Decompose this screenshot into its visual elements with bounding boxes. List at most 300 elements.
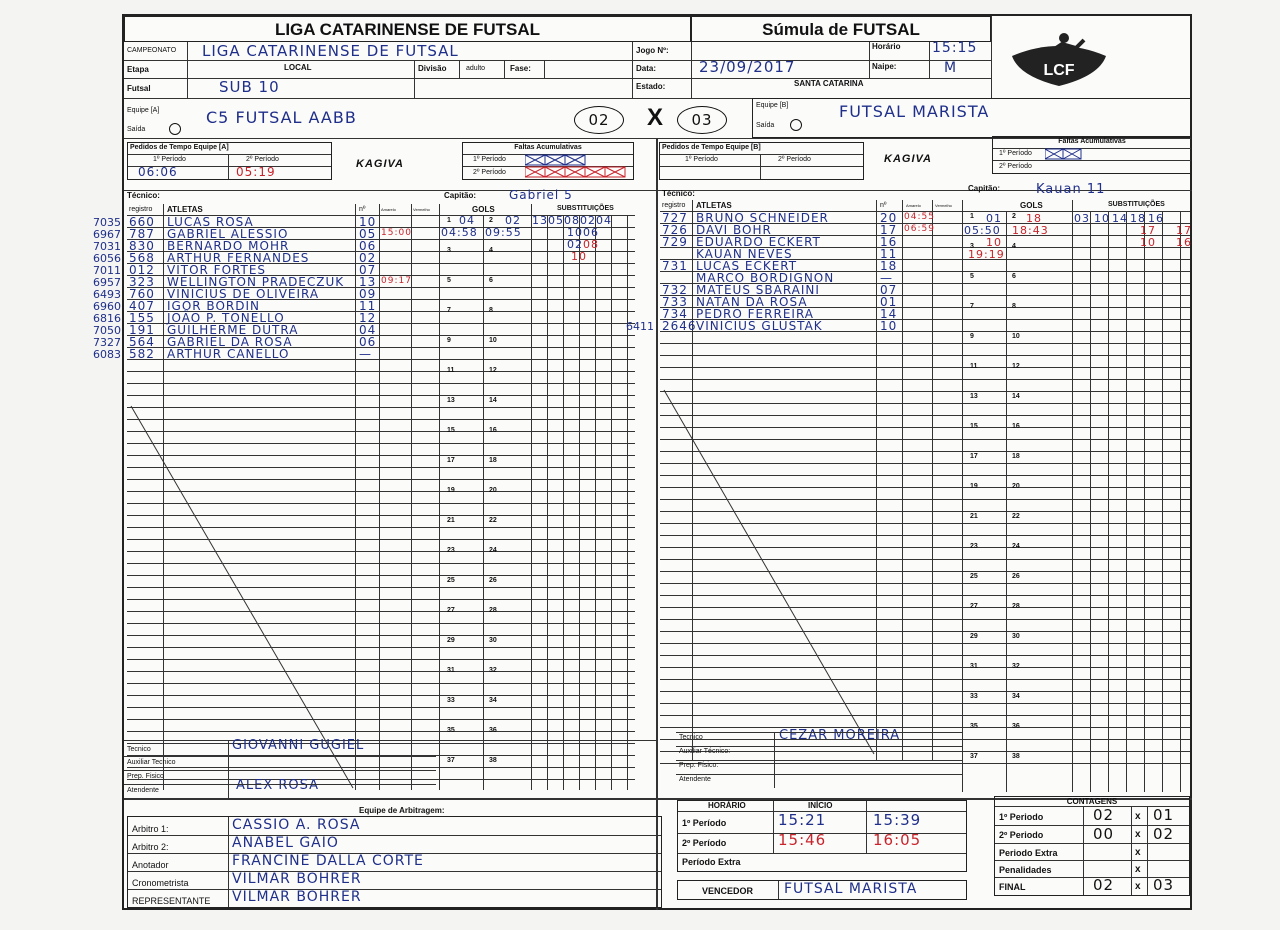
goal-slot-number: 28 <box>1012 603 1020 610</box>
goal-slot-number: 4 <box>489 247 493 254</box>
goal-slot-number: 21 <box>970 513 978 520</box>
contagens-pen-label: Penalidades <box>999 865 1052 875</box>
player-row <box>660 295 962 307</box>
player-row <box>660 235 962 247</box>
team-b-goal5-num: 10 <box>986 236 1002 249</box>
player-name: GABRIEL DA ROSA <box>167 335 293 349</box>
player-name: EDUARDO ECKERT <box>696 235 821 249</box>
player-row <box>93 215 439 229</box>
contagens-extra-x: x <box>1135 847 1141 858</box>
team-a-sub: 04 <box>596 214 612 227</box>
horario-box <box>677 800 967 872</box>
player-name: VINICIUS GLUSTAK <box>696 319 823 333</box>
anotador-label: Anotador <box>132 860 169 870</box>
player-reg-outer: 7327 <box>93 336 121 349</box>
vencedor-value: FUTSAL MARISTA <box>784 881 918 897</box>
goal-slot-number: 19 <box>970 483 978 490</box>
horario-p2-label: 2º Período <box>682 838 727 848</box>
team-a-faltas-box <box>462 142 634 180</box>
goal-slot-number: 25 <box>970 573 978 580</box>
arbitro2-label: Arbitro 2: <box>132 842 169 852</box>
player-number: 11 <box>359 299 377 313</box>
team-b-sub: 17 <box>1140 224 1156 237</box>
team-b-faltas-marks <box>1045 148 1125 160</box>
goal-slot-number: 31 <box>447 667 455 674</box>
player-name: MATEUS SBARAINI <box>696 283 820 297</box>
contagens-p2-b: 02 <box>1153 825 1175 843</box>
goal-slot-number: 15 <box>970 423 978 430</box>
goal-slot-number: 35 <box>447 727 455 734</box>
sumula-sheet <box>93 14 1192 910</box>
player-row <box>93 347 439 361</box>
team-b-score-oval <box>677 106 727 134</box>
goal-slot-number: 20 <box>489 487 497 494</box>
player-reg-outer: 7031 <box>93 240 121 253</box>
goal-slot-number: 27 <box>447 607 455 614</box>
goal-slot-number: 5 <box>447 277 451 284</box>
player-number: 02 <box>359 251 377 265</box>
team-a-sub: 08 <box>564 214 580 227</box>
divisao-label: Divisão <box>418 64 447 73</box>
player-number: 16 <box>880 235 898 249</box>
player-row <box>93 251 439 265</box>
team-b-goal1-num: 01 <box>986 212 1002 225</box>
team-b-saida-circle <box>790 119 802 131</box>
sumula-title-box <box>691 16 991 42</box>
team-a-name: C5 FUTSAL AABB <box>206 108 357 127</box>
team-a-staff-atendente-value: ALEX ROSA <box>236 778 320 793</box>
goal-slot-number: 12 <box>489 367 497 374</box>
team-b-tempo-box <box>659 142 864 180</box>
goal-slot-number: 13 <box>970 393 978 400</box>
player-reg-outer: 6960 <box>93 300 121 313</box>
goal-slot-number: 3 <box>970 243 974 250</box>
horario-p2-start: 15:46 <box>778 831 827 849</box>
player-row <box>660 247 962 259</box>
team-a-amarelo-label: Amarelo <box>381 207 396 212</box>
team-b-sub: 16 <box>1148 212 1164 225</box>
contagens-final-a: 02 <box>1093 876 1115 894</box>
player-number: 13 <box>359 275 377 289</box>
player-row <box>93 335 439 349</box>
team-b-periodo2-label: 2º Período <box>778 156 811 163</box>
player-name: LUCAS ECKERT <box>696 259 798 273</box>
team-b-saida-label: Saída <box>756 122 775 129</box>
player-number: 10 <box>359 215 377 229</box>
player-name: GABRIEL ALESSIO <box>167 227 289 241</box>
team-b-registro-label: registro <box>662 202 686 209</box>
team-a-sub: 08 <box>583 238 599 251</box>
fase-label: Fase: <box>510 64 531 73</box>
team-a-capitao-value: Gabriel 5 <box>509 188 573 202</box>
goal-slot-number: 9 <box>970 333 974 340</box>
team-a-staff-atendente-label: Atendente <box>127 787 159 794</box>
horario-p1-end: 15:39 <box>873 811 922 829</box>
player-name: VITOR FORTES <box>167 263 267 277</box>
player-row <box>93 275 439 289</box>
team-a-staff-tecnico-value: GIOVANNI GUGIEL <box>232 738 365 753</box>
team-b-staff-atendente-label: Atendente <box>679 776 711 783</box>
data-value: 23/09/2017 <box>699 58 796 76</box>
goal-slot-number: 37 <box>447 757 455 764</box>
goal-slot-number: 33 <box>970 693 978 700</box>
player-reg-outer: 7011 <box>93 264 121 277</box>
player-yellow-card: 06:59 <box>904 224 935 234</box>
player-row <box>660 259 962 271</box>
goal-slot-number: 8 <box>1012 303 1016 310</box>
player-reg: 564 <box>129 335 155 349</box>
team-a-goal2-time: 09:55 <box>485 226 522 239</box>
player-yellow-card: 09:17 <box>381 276 412 286</box>
crono-value: VILMAR BOHRER <box>232 871 362 887</box>
player-name: BERNARDO MOHR <box>167 239 290 253</box>
goal-slot-number: 3 <box>447 247 451 254</box>
goal-slot-number: 6 <box>1012 273 1016 280</box>
team-a-saida-circle <box>169 123 181 135</box>
team-b-sub: 18 <box>1130 212 1146 225</box>
futsal-value: SUB 10 <box>219 78 280 96</box>
team-a-tempo1: 06:06 <box>138 165 178 179</box>
team-b-faltas-p1: 1º Período <box>999 150 1032 157</box>
team-b-capitao-value: Kauan 11 <box>1036 182 1106 197</box>
player-name: PEDRO FERREIRA <box>696 307 814 321</box>
player-reg-outer: 6056 <box>93 252 121 265</box>
data-label: Data: <box>636 64 657 73</box>
contagens-extra-label: Periodo Extra <box>999 848 1058 858</box>
team-b-score: 03 <box>691 111 713 129</box>
team-b-staff-prep-label: Prep. Físico: <box>679 762 719 769</box>
goal-slot-number: 34 <box>1012 693 1020 700</box>
team-b-gols-label: GOLS <box>1020 201 1043 210</box>
arbitro2-value: ANABEL GAIO <box>232 835 339 851</box>
player-reg-outer: 6957 <box>93 276 121 289</box>
team-b-tecnico-label: Técnico: <box>662 189 695 198</box>
team-b-sub: 17 <box>1176 224 1192 237</box>
player-number: 17 <box>880 223 898 237</box>
team-a-goal2-num: 02 <box>505 214 521 227</box>
goal-slot-number: 7 <box>970 303 974 310</box>
team-b-no-label: nº <box>880 202 887 209</box>
goal-slot-number: 20 <box>1012 483 1020 490</box>
goal-slot-number: 9 <box>447 337 451 344</box>
goal-slot-number: 30 <box>489 637 497 644</box>
player-row <box>93 263 439 277</box>
player-reg-outer: 7035 <box>93 216 121 229</box>
goal-slot-number: 32 <box>1012 663 1020 670</box>
goal-slot-number: 17 <box>970 453 978 460</box>
player-reg: 727 <box>662 211 688 225</box>
player-name: MARCO BORDIGNON <box>696 271 835 285</box>
contagens-p1-b: 01 <box>1153 806 1175 824</box>
player-reg: 732 <box>662 283 688 297</box>
team-b-equipe-label: Equipe [B] <box>756 102 789 109</box>
player-name: BRUNO SCHNEIDER <box>696 211 829 225</box>
player-number: 07 <box>359 263 377 277</box>
contagens-pen-x: x <box>1135 864 1141 875</box>
player-row <box>93 299 439 313</box>
team-b-staff-tecnico-value: CEZAR MOREIRA <box>779 728 901 743</box>
contagens-p2-x: x <box>1135 829 1141 840</box>
team-a-tempo2: 05:19 <box>236 165 276 179</box>
team-b-staff-auxiliar-label: Auxiliar Técnico: <box>679 748 731 755</box>
player-reg: 660 <box>129 215 155 229</box>
goal-slot-number: 31 <box>970 663 978 670</box>
player-reg-outer: 6083 <box>93 348 121 361</box>
player-name: VINICIUS DE OLIVEIRA <box>167 287 320 301</box>
arbitragem-title: Equipe de Arbitragem: <box>359 806 445 815</box>
player-name: WELLINGTON PRADECZUK <box>167 275 345 289</box>
player-number: 18 <box>880 259 898 273</box>
vs-mark: X <box>647 104 664 131</box>
player-row <box>660 223 962 235</box>
jogo-label: Jogo Nº: <box>636 46 669 55</box>
team-b-staff-tecnico-label: Tecnico <box>679 734 703 741</box>
goal-slot-number: 17 <box>447 457 455 464</box>
player-name: NATAN DA ROSA <box>696 295 808 309</box>
goal-slot-number: 30 <box>1012 633 1020 640</box>
team-a-sub: 02 <box>580 214 596 227</box>
goal-slot-number: 11 <box>447 367 455 374</box>
crono-label: Cronometrista <box>132 878 189 888</box>
goal-slot-number: 36 <box>1012 723 1020 730</box>
player-number: — <box>880 271 893 285</box>
team-b-goal4-time: 18:43 <box>1012 224 1049 237</box>
goal-slot-number: 32 <box>489 667 497 674</box>
inicio-col-label: INÍCIO <box>808 801 833 810</box>
player-yellow-card: 15:00 <box>381 228 412 238</box>
contagens-p2-label: 2º Periodo <box>999 830 1044 840</box>
goal-slot-number: 29 <box>970 633 978 640</box>
player-reg: 155 <box>129 311 155 325</box>
contagens-final-b: 03 <box>1153 876 1175 894</box>
player-reg: 729 <box>662 235 688 249</box>
team-a-staff-tecnico-label: Tecnico <box>127 746 151 753</box>
team-b-sub: 03 <box>1074 212 1090 225</box>
goal-slot-number: 18 <box>1012 453 1020 460</box>
team-b-sub: 16 <box>1176 236 1192 249</box>
goal-slot-number: 10 <box>489 337 497 344</box>
goal-slot-number: 22 <box>1012 513 1020 520</box>
team-a-sub: 02 <box>567 238 583 251</box>
contagens-title: CONTAGENS <box>1066 797 1118 806</box>
league-title: LIGA CATARINENSE DE FUTSAL <box>274 20 541 39</box>
contagens-p1-label: 1º Periodo <box>999 812 1044 822</box>
player-row <box>660 271 962 283</box>
team-b-goal3-time: 05:50 <box>964 224 1001 237</box>
team-b-sub: 10 <box>1140 236 1156 249</box>
player-row <box>626 319 962 333</box>
player-name: GUILHERME DUTRA <box>167 323 299 337</box>
player-number: 06 <box>359 335 377 349</box>
goal-slot-number: 18 <box>489 457 497 464</box>
contagens-p1-a: 02 <box>1093 806 1115 824</box>
goal-slot-number: 34 <box>489 697 497 704</box>
team-a-faltas-p1: 1º Período <box>473 156 506 163</box>
player-row <box>660 307 962 319</box>
team-a-tempo-label: Pedidos de Tempo Equipe [A] <box>130 144 229 151</box>
goal-slot-number: 2 <box>1012 213 1016 220</box>
arbitragem-box <box>127 816 662 908</box>
player-row <box>93 311 439 325</box>
team-b-tempo-label: Pedidos de Tempo Equipe [B] <box>662 144 761 151</box>
team-a-score: 02 <box>588 111 610 129</box>
team-b-amarelo-label: Amarelo <box>906 203 921 208</box>
horario-p1-label: 1º Período <box>682 818 727 828</box>
goal-slot-number: 38 <box>489 757 497 764</box>
team-a-staff-prep-label: Prep. Fisico <box>127 773 164 780</box>
team-b-capitao-label: Capitão: <box>968 184 1000 193</box>
goal-slot-number: 23 <box>970 543 978 550</box>
goal-slot-number: 37 <box>970 753 978 760</box>
team-a-registro-label: registro <box>129 206 153 213</box>
goal-slot-number: 14 <box>489 397 497 404</box>
team-b-sub: 14 <box>1112 212 1128 225</box>
contagens-final-x: x <box>1135 881 1141 892</box>
player-reg: 726 <box>662 223 688 237</box>
player-number: 09 <box>359 287 377 301</box>
goal-slot-number: 2 <box>489 217 493 224</box>
player-reg: 323 <box>129 275 155 289</box>
team-a-subs-label: SUBSTITUIÇÕES <box>557 205 614 212</box>
goal-slot-number: 5 <box>970 273 974 280</box>
horario-p2-end: 16:05 <box>873 831 922 849</box>
goal-slot-number: 1 <box>447 217 451 224</box>
repr-label: REPRESENTANTE <box>132 896 211 906</box>
team-b-vermelho-label: Vermelho <box>935 203 952 208</box>
goal-slot-number: 24 <box>1012 543 1020 550</box>
team-a-score-oval <box>574 106 624 134</box>
player-reg: 2646 <box>662 319 697 333</box>
player-row <box>93 239 439 253</box>
estado-label: Estado: <box>636 82 666 91</box>
contagens-box <box>994 796 1190 896</box>
player-reg: 760 <box>129 287 155 301</box>
goal-slot-number: 16 <box>1012 423 1020 430</box>
goal-slot-number: 26 <box>1012 573 1020 580</box>
etapa-label: Etapa <box>127 65 149 74</box>
team-a-periodo2-label: 2º Período <box>246 156 279 163</box>
player-reg-outer: 7050 <box>93 324 121 337</box>
team-b-periodo1-label: 1º Período <box>685 156 718 163</box>
team-b-atletas-label: ATLETAS <box>696 201 732 210</box>
goal-slot-number: 12 <box>1012 363 1020 370</box>
team-b-goal2-num: 18 <box>1026 212 1042 225</box>
goal-slot-number: 13 <box>447 397 455 404</box>
goal-slot-number: 21 <box>447 517 455 524</box>
player-reg: 407 <box>129 299 155 313</box>
horario-label: Horário <box>872 42 901 51</box>
horario-col-label: HORÁRIO <box>708 801 746 810</box>
goal-slot-number: 35 <box>970 723 978 730</box>
player-reg: 731 <box>662 259 688 273</box>
goal-slot-number: 10 <box>1012 333 1020 340</box>
contagens-final-label: FINAL <box>999 882 1026 892</box>
estado-value: SANTA CATARINA <box>794 79 864 88</box>
player-number: 01 <box>880 295 898 309</box>
team-a-periodo1-label: 1º Período <box>153 156 186 163</box>
goal-slot-number: 23 <box>447 547 455 554</box>
campeonato-label: CAMPEONATO <box>127 47 177 54</box>
team-a-sub: 05 <box>548 214 564 227</box>
lcf-logo-icon <box>1004 26 1114 91</box>
player-number: 14 <box>880 307 898 321</box>
team-a-goal1-time: 04:58 <box>441 226 478 239</box>
player-number: 06 <box>359 239 377 253</box>
goal-slot-number: 26 <box>489 577 497 584</box>
player-name: IGOR BORDIN <box>167 299 260 313</box>
vencedor-box <box>677 880 967 900</box>
anotador-value: FRANCINE DALLA CORTE <box>232 853 424 869</box>
contagens-p1-x: x <box>1135 811 1141 822</box>
horario-extra-label: Período Extra <box>682 857 741 867</box>
goal-slot-number: 25 <box>447 577 455 584</box>
goal-slot-number: 28 <box>489 607 497 614</box>
team-a-sub: 10 <box>571 250 587 263</box>
goal-slot-number: 22 <box>489 517 497 524</box>
arbitro1-value: CASSIO A. ROSA <box>232 817 361 833</box>
player-name: DAVI BOHR <box>696 223 772 237</box>
repr-value: VILMAR BOHRER <box>232 889 362 905</box>
goal-slot-number: 1 <box>970 213 974 220</box>
goal-slot-number: 11 <box>970 363 978 370</box>
player-name: LUCAS ROSA <box>167 215 254 229</box>
naipe-value: M <box>944 60 958 76</box>
team-a-faltas-p2: 2º Período <box>473 169 506 176</box>
team-a-equipe-label: Equipe [A] <box>127 107 160 114</box>
goal-slot-number: 4 <box>1012 243 1016 250</box>
player-reg-outer: 6493 <box>93 288 121 301</box>
player-number: 12 <box>359 311 377 325</box>
player-number: 20 <box>880 211 898 225</box>
player-row <box>93 227 439 241</box>
contagens-p2-a: 00 <box>1093 825 1115 843</box>
player-reg: 012 <box>129 263 155 277</box>
team-b-name: FUTSAL MARISTA <box>839 102 990 121</box>
goal-slot-number: 24 <box>489 547 497 554</box>
player-reg: 733 <box>662 295 688 309</box>
team-b-cancel-line <box>660 388 876 756</box>
goal-slot-number: 14 <box>1012 393 1020 400</box>
player-number: 05 <box>359 227 377 241</box>
team-a-sub: 06 <box>583 226 599 239</box>
team-a-sub: 10 <box>567 226 583 239</box>
goal-slot-number: 8 <box>489 307 493 314</box>
team-b-goal6-time: 19:19 <box>968 248 1005 261</box>
player-name: JOÃO P. TONELLO <box>167 311 285 325</box>
team-a-player-grid <box>93 204 637 794</box>
goal-slot-number: 29 <box>447 637 455 644</box>
goal-slot-number: 27 <box>970 603 978 610</box>
team-a-no-label: nº <box>359 206 366 213</box>
player-name: KAUAN NEVES <box>696 247 793 261</box>
team-a-kagiva: KAGIVA <box>356 158 404 170</box>
player-reg: 568 <box>129 251 155 265</box>
player-reg-outer: 6411 <box>626 320 654 333</box>
player-reg: 787 <box>129 227 155 241</box>
team-b-kagiva: KAGIVA <box>884 153 932 165</box>
team-a-staff-auxiliar-label: Auxiliar Tecnico <box>127 759 176 766</box>
player-reg: 191 <box>129 323 155 337</box>
sumula-title: Súmula de FUTSAL <box>762 20 920 39</box>
team-b-subs-label: SUBSTITUIÇÕES <box>1108 201 1165 208</box>
player-row <box>93 323 439 337</box>
player-reg-outer: 6967 <box>93 228 121 241</box>
player-reg: 582 <box>129 347 155 361</box>
goal-slot-number: 6 <box>489 277 493 284</box>
team-a-gols-label: GOLS <box>472 205 495 214</box>
player-number: 04 <box>359 323 377 337</box>
horario-p1-start: 15:21 <box>778 811 827 829</box>
